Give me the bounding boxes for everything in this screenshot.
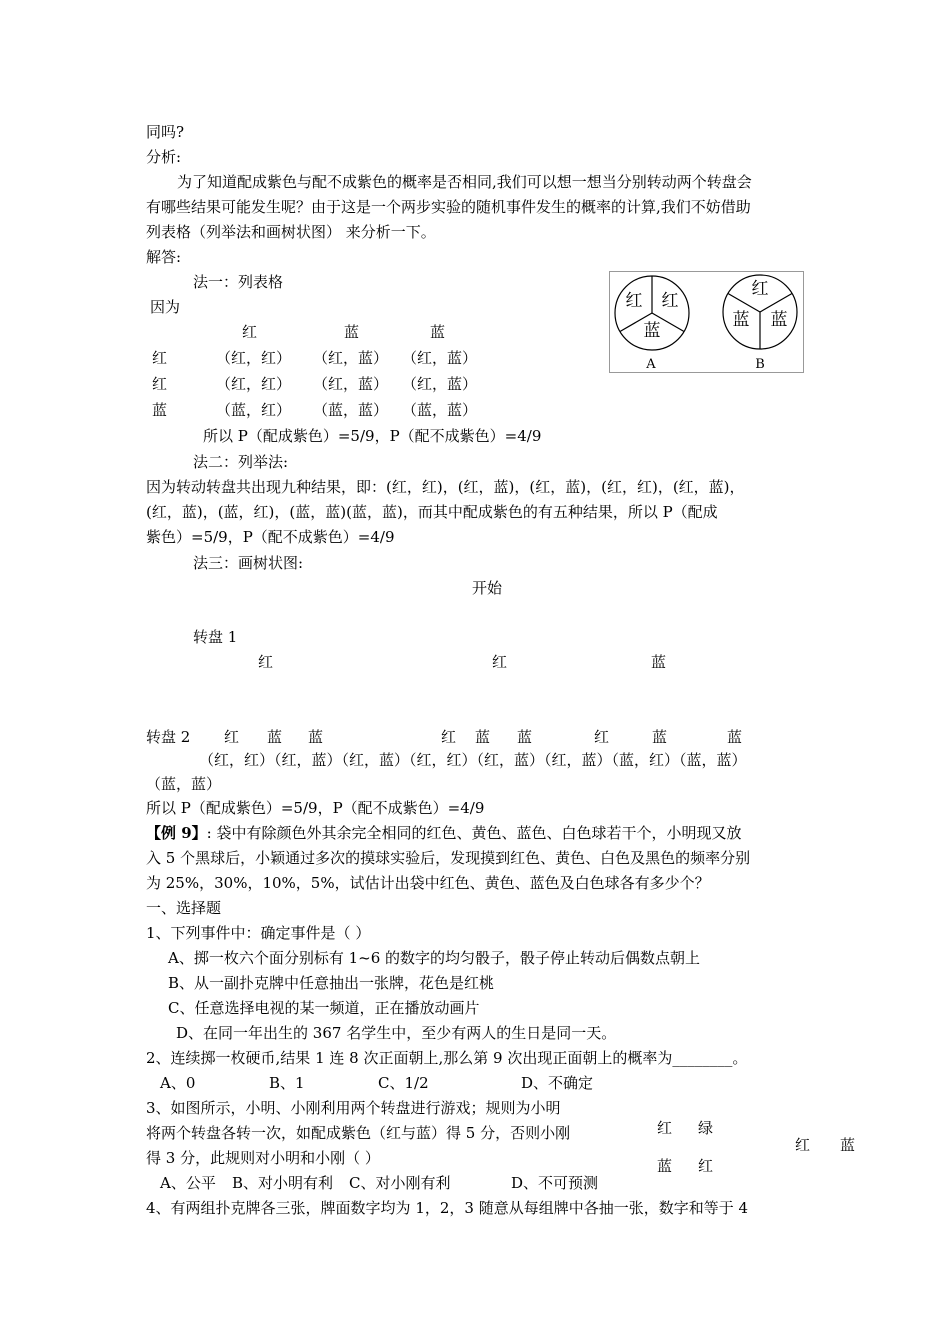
table-cell: （蓝，红）	[216, 401, 292, 419]
method1-conclusion: 所以 P（配成紫色）=5/9，P（配不成紫色）=4/9	[203, 427, 542, 445]
q3-line: 将两个转盘各转一次，如配成紫色（红与蓝）得 5 分，否则小刚	[146, 1124, 571, 1142]
table-row-label: 红	[152, 375, 168, 393]
example9-line	[146, 823, 742, 843]
q2-option-d: D、不确定	[521, 1074, 594, 1092]
spinner-a-bottom: 蓝	[643, 321, 661, 341]
table-cell: （蓝，蓝）	[402, 401, 478, 419]
spinner-a	[615, 276, 689, 372]
spinner-figure	[609, 271, 804, 373]
spinner-figure-drawing	[610, 272, 803, 372]
table-cell: （红，红）	[216, 349, 292, 367]
table-cell: （红，蓝）	[313, 349, 389, 367]
example9-text: : 袋中有除颜色外其余完全相同的红色、黄色、蓝色、白色球若干个，小明现又放	[206, 824, 742, 842]
spinner-a-top-right: 红	[661, 291, 679, 311]
section-title: 一、选择题	[146, 899, 222, 917]
method3-title: 法三：画树状图:	[193, 554, 304, 572]
q2-option-a: A、0	[160, 1074, 196, 1092]
table-row-label: 红	[152, 349, 168, 367]
q3-option-c: C、对小刚有利	[349, 1174, 451, 1192]
table-cell: （红，红）	[216, 375, 292, 393]
tree-level2-node: 蓝	[517, 728, 533, 746]
q3-spinner1-bottom-left: 蓝	[657, 1157, 673, 1175]
table-row-label: 蓝	[152, 401, 168, 419]
table-col-header: 蓝	[430, 323, 446, 341]
q3-spinner1-top-right: 绿	[698, 1119, 714, 1137]
method3-conclusion: 所以 P（配成紫色）=5/9，P（配不成紫色）=4/9	[146, 799, 485, 817]
tree-level1-node: 红	[258, 653, 274, 671]
tree-level2-node: 蓝	[267, 728, 283, 746]
tree-level2-node: 蓝	[727, 728, 743, 746]
q3-spinner1-bottom-right: 红	[698, 1157, 714, 1175]
q1-option-c: C、任意选择电视的某一频道，正在播放动画片	[168, 999, 480, 1017]
analysis-paragraph-line: 有哪些结果可能发生呢？由于这是一个两步实验的随机事件发生的概率的计算,我们不妨借助	[146, 198, 751, 216]
spinner-a-label: A	[646, 357, 656, 372]
q3-spinner2-right: 蓝	[840, 1136, 856, 1154]
tree-level2-node: 蓝	[308, 728, 324, 746]
table-cell: （蓝，蓝）	[313, 401, 389, 419]
analysis-paragraph-line: 为了知道配成紫色与配不成紫色的概率是否相同,我们可以想一想当分别转动两个转盘会	[177, 173, 752, 191]
q2-stem: 2、连续掷一枚硬币,结果 1 连 8 次正面朝上,那么第 9 次出现正面朝上的概率为________。	[146, 1049, 748, 1067]
spinner-b-label: B	[755, 357, 765, 372]
tree-level2-node: 蓝	[475, 728, 491, 746]
example9-line: 入 5 个黑球后，小颖通过多次的摸球实验后，发现摸到红色、黄色、白色及黑色的频率分别	[146, 849, 751, 867]
analysis-paragraph-line: 列表格（列举法和画树状图） 来分析一下。	[146, 223, 436, 241]
q3-line: 3、如图所示，小明、小刚利用两个转盘进行游戏；规则为小明	[146, 1099, 561, 1117]
tree-dial1-label: 转盘 1	[193, 628, 238, 646]
table-cell: （红，蓝）	[402, 375, 478, 393]
q1-option-a: A、掷一枚六个面分别标有 1~6 的数字的均匀骰子，骰子停止转动后偶数点朝上	[168, 949, 701, 967]
answer-heading: 解答:	[146, 248, 182, 266]
q3-line: 得 3 分，此规则对小明和小刚（ ）	[146, 1149, 380, 1167]
q2-option-c: C、1/2	[378, 1074, 429, 1092]
method1-because: 因为	[150, 298, 181, 316]
method2-title: 法二：列举法:	[193, 453, 289, 471]
tree-outcomes-line: （蓝，蓝）	[146, 775, 222, 793]
tree-level2-node: 蓝	[652, 728, 668, 746]
q3-spinner2-left: 红	[795, 1136, 811, 1154]
q3-option-b: B、对小明有利	[232, 1174, 334, 1192]
spinner-b-bottom-left: 蓝	[732, 310, 750, 330]
tree-start: 开始	[472, 579, 503, 597]
q3-spinner1-top-left: 红	[657, 1119, 673, 1137]
spinner-b	[723, 275, 797, 372]
tree-level2-node: 红	[441, 728, 457, 746]
example9-tag: 【例 9】	[146, 824, 207, 842]
q2-option-b: B、1	[269, 1074, 305, 1092]
spinner-a-top-left: 红	[625, 291, 643, 311]
intro-line: 同吗?	[146, 123, 185, 141]
q1-stem: 1、下列事件中：确定事件是（ ）	[146, 924, 371, 942]
q3-option-a: A、公平	[160, 1174, 216, 1192]
spinner-b-bottom-right: 蓝	[770, 310, 788, 330]
table-col-header: 红	[242, 323, 258, 341]
tree-dial2-label: 转盘 2	[146, 728, 191, 746]
q1-option-d: D、在同一年出生的 367 名学生中，至少有两人的生日是同一天。	[176, 1024, 617, 1042]
tree-level2-node: 红	[224, 728, 240, 746]
table-col-header: 蓝	[344, 323, 360, 341]
analysis-heading: 分析:	[146, 148, 182, 166]
tree-level1-node: 红	[492, 653, 508, 671]
tree-outcomes-line: （红，红）（红，蓝）（红，蓝）（红，红）（红，蓝）（红，蓝）（蓝，红）（蓝，蓝）	[199, 751, 747, 769]
example9-line: 为 25%，30%，10%，5%，试估计出袋中红色、黄色、蓝色及白色球各有多少个？	[146, 874, 710, 892]
tree-level2-node: 红	[594, 728, 610, 746]
table-cell: （红，蓝）	[402, 349, 478, 367]
table-cell: （红，蓝）	[313, 375, 389, 393]
method2-line: 因为转动转盘共出现九种结果，即：(红，红)，(红，蓝)，(红，蓝)，(红，红)，(红，蓝)，	[146, 478, 745, 496]
q1-option-b: B、从一副扑克牌中任意抽出一张牌，花色是红桃	[168, 974, 495, 992]
method2-line: 紫色）=5/9，P（配不成紫色）=4/9	[146, 528, 395, 546]
q3-option-d: D、不可预测	[511, 1174, 599, 1192]
q4-line: 4、有两组扑克牌各三张，牌面数字均为 1，2，3 随意从每组牌中各抽一张，数字和等于 4	[146, 1199, 749, 1217]
spinner-b-top: 红	[751, 279, 769, 299]
tree-level1-node: 蓝	[651, 653, 667, 671]
method2-line: (红，蓝)，(蓝，红)，(蓝，蓝)(蓝，蓝)，而其中配成紫色的有五种结果，所以 P（配成	[146, 503, 718, 521]
method1-title: 法一：列表格	[193, 273, 284, 291]
